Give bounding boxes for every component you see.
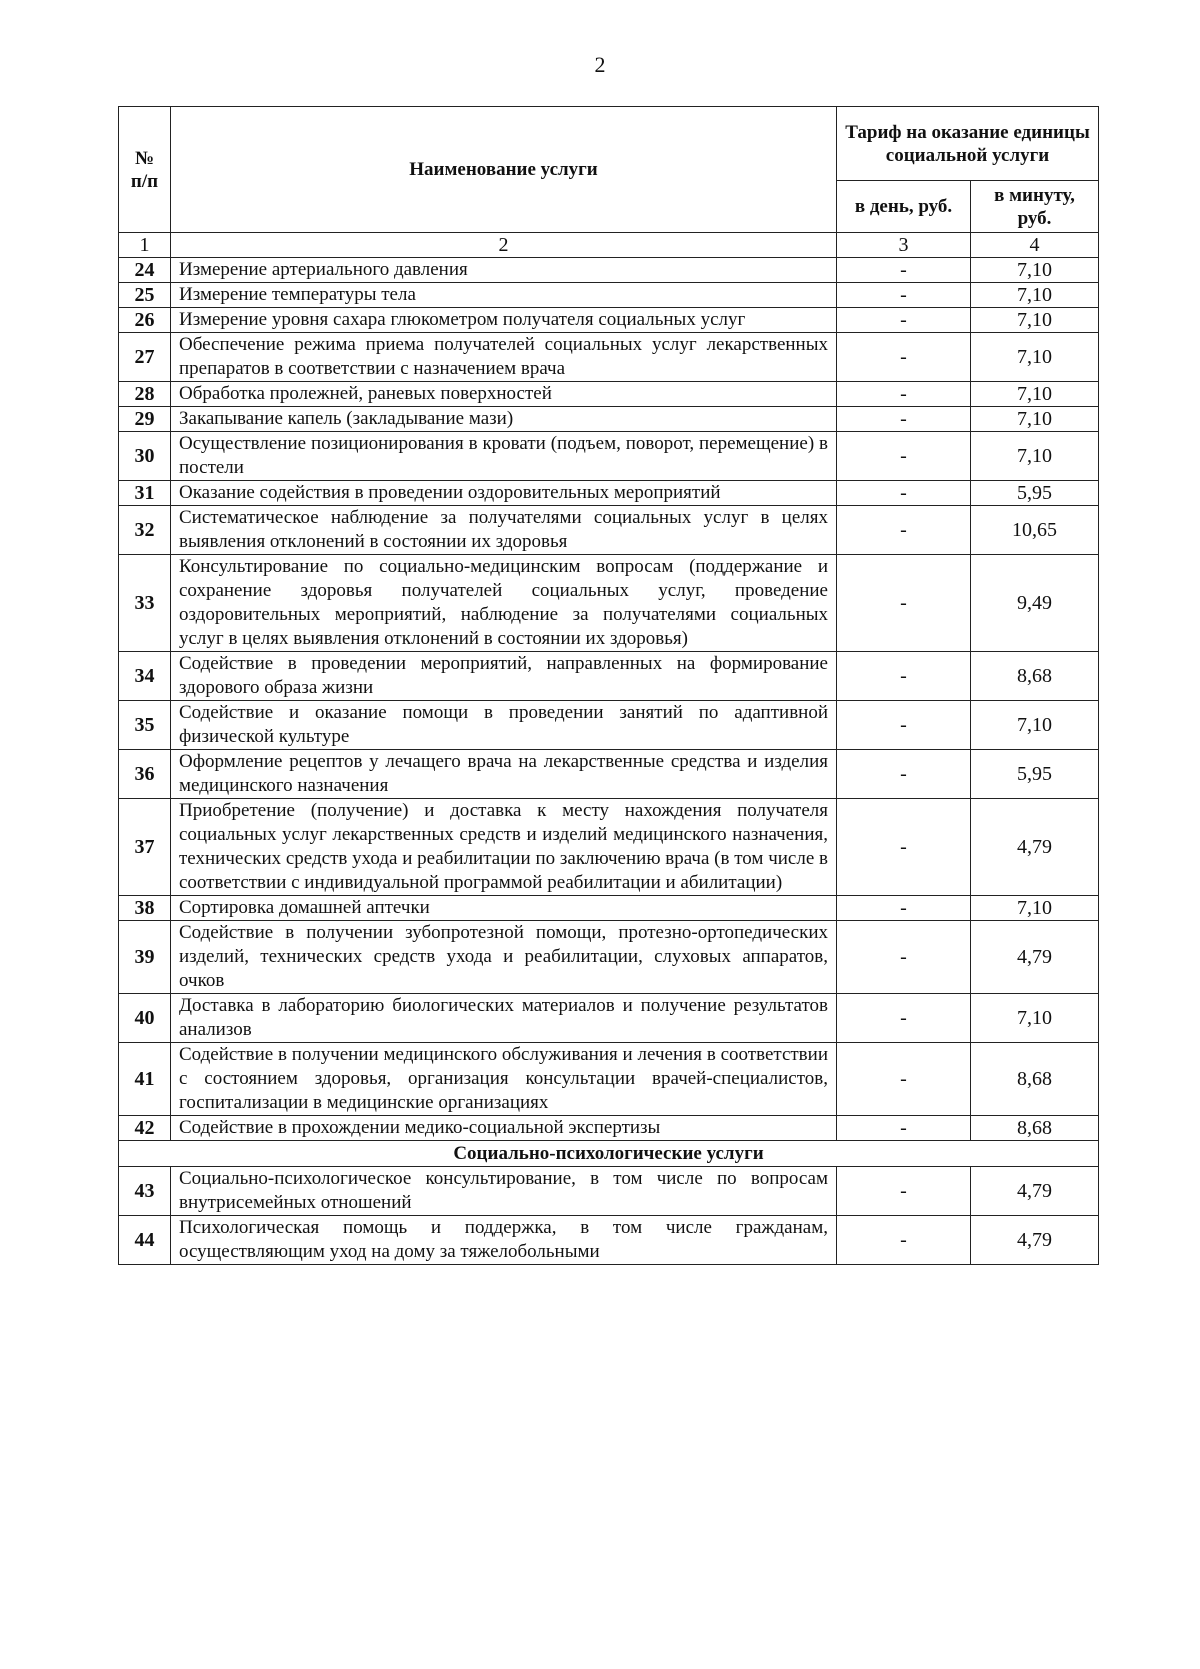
header-num: № п/п	[119, 107, 171, 233]
table-row	[119, 921, 1099, 994]
tariff-per-day: -	[837, 921, 971, 994]
section-title: Социально-психологические услуги	[119, 1141, 1099, 1167]
row-number: 33	[119, 555, 171, 652]
service-name: Измерение уровня сахара глюкометром получателя социальных услуг	[171, 308, 837, 333]
tariff-per-minute: 4,79	[971, 1167, 1099, 1216]
table-row	[119, 283, 1099, 308]
table-row	[119, 432, 1099, 481]
column-number: 2	[171, 233, 837, 258]
table-row	[119, 1043, 1099, 1116]
tariff-per-day: -	[837, 382, 971, 407]
service-name: Обеспечение режима приема получателей социальных услуг лекарственных препаратов в соответствии с назначением врача	[171, 333, 837, 382]
row-number: 30	[119, 432, 171, 481]
tariff-per-day: -	[837, 333, 971, 382]
section-header	[119, 1141, 1099, 1167]
service-name: Содействие в проведении мероприятий, направленных на формирование здорового образа жизни	[171, 652, 837, 701]
service-name: Осуществление позиционирования в кровати (подъем, поворот, перемещение) в постели	[171, 432, 837, 481]
tariff-per-minute: 7,10	[971, 994, 1099, 1043]
tariff-table	[118, 106, 1099, 1265]
tariff-per-day: -	[837, 258, 971, 283]
table-body-psych	[119, 1167, 1099, 1265]
tariff-per-day: -	[837, 432, 971, 481]
tariff-per-day: -	[837, 994, 971, 1043]
table-row	[119, 1167, 1099, 1216]
row-number: 43	[119, 1167, 171, 1216]
tariff-per-minute: 10,65	[971, 506, 1099, 555]
row-number: 35	[119, 701, 171, 750]
tariff-per-minute: 9,49	[971, 555, 1099, 652]
tariff-per-minute: 8,68	[971, 1043, 1099, 1116]
service-name: Содействие в прохождении медико-социальной экспертизы	[171, 1116, 837, 1141]
column-number: 1	[119, 233, 171, 258]
table-row	[119, 407, 1099, 432]
tariff-per-day: -	[837, 506, 971, 555]
tariff-per-minute: 7,10	[971, 258, 1099, 283]
tariff-per-day: -	[837, 799, 971, 896]
tariff-per-minute: 7,10	[971, 283, 1099, 308]
row-number: 40	[119, 994, 171, 1043]
service-name: Психологическая помощь и поддержка, в том числе гражданам, осуществляющим уход на дому за тяжелобольными	[171, 1216, 837, 1265]
row-number: 26	[119, 308, 171, 333]
table-row	[119, 333, 1099, 382]
table-row	[119, 258, 1099, 283]
header-per-minute: в минуту, руб.	[971, 181, 1099, 233]
tariff-per-day: -	[837, 308, 971, 333]
table-row	[119, 701, 1099, 750]
column-number: 3	[837, 233, 971, 258]
table-header	[119, 107, 1099, 258]
tariff-per-minute: 7,10	[971, 896, 1099, 921]
tariff-per-day: -	[837, 1116, 971, 1141]
tariff-per-day: -	[837, 750, 971, 799]
row-number: 41	[119, 1043, 171, 1116]
service-name: Содействие и оказание помощи в проведении занятий по адаптивной физической культуре	[171, 701, 837, 750]
tariff-per-day: -	[837, 283, 971, 308]
row-number: 38	[119, 896, 171, 921]
row-number: 37	[119, 799, 171, 896]
row-number: 25	[119, 283, 171, 308]
table-row	[119, 555, 1099, 652]
service-name: Измерение артериального давления	[171, 258, 837, 283]
column-number: 4	[971, 233, 1099, 258]
service-name: Доставка в лабораторию биологических материалов и получение результатов анализов	[171, 994, 837, 1043]
row-number: 24	[119, 258, 171, 283]
table-row	[119, 799, 1099, 896]
tariff-per-day: -	[837, 896, 971, 921]
service-name: Систематическое наблюдение за получателями социальных услуг в целях выявления отклонений в состоянии их здоровья	[171, 506, 837, 555]
service-name: Консультирование по социально-медицинским вопросам (поддержание и сохранение здоровья получателей социальных услуг, проведение оздоровительных мероприятий, наблюдение за получателями социальных услуг в целях выявления отклонений в состоянии их здоровья)	[171, 555, 837, 652]
table-row	[119, 382, 1099, 407]
row-number: 36	[119, 750, 171, 799]
tariff-per-minute: 7,10	[971, 407, 1099, 432]
service-name: Социально-психологическое консультирование, в том числе по вопросам внутрисемейных отношений	[171, 1167, 837, 1216]
row-number: 31	[119, 481, 171, 506]
tariff-per-minute: 8,68	[971, 652, 1099, 701]
tariff-per-minute: 7,10	[971, 701, 1099, 750]
row-number: 34	[119, 652, 171, 701]
tariff-per-day: -	[837, 555, 971, 652]
row-number: 44	[119, 1216, 171, 1265]
row-number: 29	[119, 407, 171, 432]
tariff-per-minute: 7,10	[971, 333, 1099, 382]
tariff-per-minute: 5,95	[971, 750, 1099, 799]
service-name: Оформление рецептов у лечащего врача на лекарственные средства и изделия медицинского назначения	[171, 750, 837, 799]
header-name: Наименование услуги	[171, 107, 837, 233]
table-row	[119, 896, 1099, 921]
tariff-per-day: -	[837, 1167, 971, 1216]
tariff-per-day: -	[837, 1216, 971, 1265]
tariff-per-day: -	[837, 701, 971, 750]
tariff-per-minute: 5,95	[971, 481, 1099, 506]
table-row	[119, 750, 1099, 799]
tariff-per-minute: 7,10	[971, 432, 1099, 481]
tariff-per-minute: 4,79	[971, 799, 1099, 896]
table-row	[119, 481, 1099, 506]
tariff-per-minute: 4,79	[971, 921, 1099, 994]
row-number: 32	[119, 506, 171, 555]
tariff-per-minute: 4,79	[971, 1216, 1099, 1265]
table-body	[119, 258, 1099, 1141]
header-tariff: Тариф на оказание единицы социальной услуги	[837, 107, 1099, 181]
tariff-per-day: -	[837, 1043, 971, 1116]
row-number: 39	[119, 921, 171, 994]
table-row	[119, 1216, 1099, 1265]
service-name: Содействие в получении медицинского обслуживания и лечения в соответствии с состоянием здоровья, организация консультации врачей-специалистов, госпитализации в медицинские организациях	[171, 1043, 837, 1116]
page-number: 2	[594, 52, 606, 77]
table-row	[119, 506, 1099, 555]
row-number: 27	[119, 333, 171, 382]
header-per-day: в день, руб.	[837, 181, 971, 233]
table-row	[119, 652, 1099, 701]
service-name: Измерение температуры тела	[171, 283, 837, 308]
service-name: Закапывание капель (закладывание мази)	[171, 407, 837, 432]
table-row	[119, 308, 1099, 333]
service-name: Оказание содействия в проведении оздоровительных мероприятий	[171, 481, 837, 506]
service-name: Содействие в получении зубопротезной помощи, протезно-ортопедических изделий, технических средств ухода и реабилитации, слуховых аппаратов, очков	[171, 921, 837, 994]
tariff-per-day: -	[837, 481, 971, 506]
row-number: 28	[119, 382, 171, 407]
tariff-per-minute: 7,10	[971, 308, 1099, 333]
service-name: Сортировка домашней аптечки	[171, 896, 837, 921]
service-name: Обработка пролежней, раневых поверхностей	[171, 382, 837, 407]
tariff-per-day: -	[837, 407, 971, 432]
table-row	[119, 1116, 1099, 1141]
row-number: 42	[119, 1116, 171, 1141]
table-row	[119, 994, 1099, 1043]
service-name: Приобретение (получение) и доставка к месту нахождения получателя социальных услуг лекарственных средств и изделий медицинского назначения, технических средств ухода и реабилитации по заключению врача (в том числе в соответствии с индивидуальной программой реабилитации и абилитации)	[171, 799, 837, 896]
tariff-per-day: -	[837, 652, 971, 701]
tariff-per-minute: 7,10	[971, 382, 1099, 407]
tariff-per-minute: 8,68	[971, 1116, 1099, 1141]
